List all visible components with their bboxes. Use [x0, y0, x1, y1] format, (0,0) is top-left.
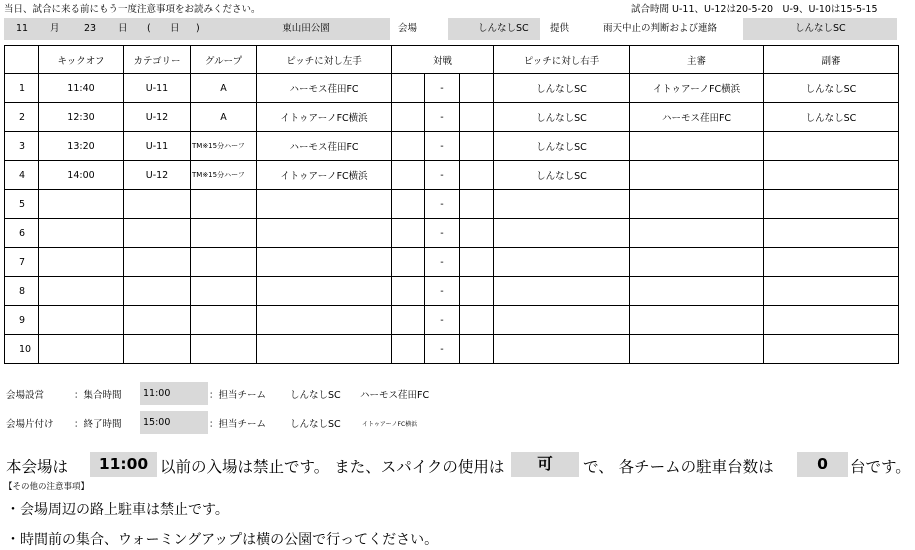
match-dash: - [425, 306, 460, 335]
day-value: 23 [84, 23, 97, 34]
right-score-cell [460, 335, 494, 364]
right-team-cell [494, 248, 630, 277]
row-number: 7 [5, 248, 39, 277]
right-team-cell: しんなしSC [494, 161, 630, 190]
row-number: 10 [5, 335, 39, 364]
setup-time: 11:00 [140, 382, 208, 405]
top-notice: 当日、試合に来る前にもう一度注意事項をお読みください。 [4, 4, 261, 15]
left-team-cell [257, 219, 392, 248]
left-team-cell [257, 306, 392, 335]
right-team-cell: しんなしSC [494, 74, 630, 103]
entry-time-box: 11:00 [90, 452, 157, 477]
left-score-cell [392, 74, 425, 103]
month-value: 11 [16, 23, 29, 34]
match-dash: - [425, 190, 460, 219]
kickoff-cell [39, 277, 124, 306]
right-score-cell [460, 248, 494, 277]
referee-cell [630, 190, 764, 219]
paren-close: ) [196, 23, 200, 34]
category-cell [124, 190, 191, 219]
right-score-cell [460, 132, 494, 161]
left-score-cell [392, 190, 425, 219]
date-row-bg [4, 18, 897, 40]
kickoff-cell: 11:40 [39, 74, 124, 103]
table-row [5, 335, 899, 364]
cleanup-time-label: ：終了時間 [74, 419, 122, 430]
assistant-cell: しんなしSC [764, 74, 899, 103]
spike-allowed-box: 可 [511, 452, 579, 477]
weekday-value: 日 [170, 23, 180, 34]
cleanup-time: 15:00 [140, 411, 208, 434]
left-team-cell [257, 190, 392, 219]
referee-cell [630, 248, 764, 277]
kickoff-cell [39, 306, 124, 335]
left-score-cell [392, 219, 425, 248]
table-row [5, 248, 899, 277]
venue-name: 東山田公園 [282, 23, 330, 34]
header-right-team: ピッチに対し右手 [494, 46, 630, 74]
left-score-cell [392, 103, 425, 132]
provider-name: しんなしSC [478, 23, 529, 34]
right-score-cell [460, 74, 494, 103]
right-team-cell: しんなしSC [494, 132, 630, 161]
left-team-cell: ハーモス荏田FC [257, 74, 392, 103]
cleanup-label: 会場片付け [6, 419, 54, 430]
right-team-cell [494, 335, 630, 364]
group-cell [191, 335, 257, 364]
kickoff-cell [39, 335, 124, 364]
group-cell [191, 277, 257, 306]
header-no-cell [5, 46, 39, 74]
referee-cell [630, 161, 764, 190]
row-number: 5 [5, 190, 39, 219]
assistant-cell [764, 219, 899, 248]
left-score-cell [392, 161, 425, 190]
left-score-cell [392, 132, 425, 161]
table-row [5, 277, 899, 306]
paren-open: ( [147, 23, 151, 34]
match-dash: - [425, 161, 460, 190]
right-team-cell [494, 277, 630, 306]
group-cell: A [191, 74, 257, 103]
row-number: 9 [5, 306, 39, 335]
row-number: 8 [5, 277, 39, 306]
referee-cell [630, 277, 764, 306]
category-cell: U-12 [124, 161, 191, 190]
schedule-table [4, 45, 899, 364]
month-label: 月 [50, 23, 60, 34]
match-dash: - [425, 277, 460, 306]
header-match: 対戦 [392, 46, 494, 74]
day-label: 日 [118, 23, 128, 34]
left-team-cell [257, 277, 392, 306]
rule-text-4: 台です。 [850, 458, 911, 476]
group-cell: A [191, 103, 257, 132]
kickoff-cell: 13:20 [39, 132, 124, 161]
assistant-cell [764, 132, 899, 161]
right-score-cell [460, 219, 494, 248]
table-row [5, 190, 899, 219]
match-dash: - [425, 335, 460, 364]
right-team-cell: しんなしSC [494, 103, 630, 132]
right-team-cell [494, 306, 630, 335]
table-row [5, 161, 899, 190]
category-cell: U-12 [124, 103, 191, 132]
assistant-cell [764, 306, 899, 335]
category-cell: U-11 [124, 74, 191, 103]
table-row [5, 74, 899, 103]
right-score-cell [460, 306, 494, 335]
match-dash: - [425, 248, 460, 277]
row-number: 1 [5, 74, 39, 103]
cleanup-team2: イトゥアーノFC横浜 [362, 421, 418, 428]
left-score-cell [392, 277, 425, 306]
kickoff-cell [39, 219, 124, 248]
provider-label: 提供 [550, 23, 570, 34]
assistant-cell [764, 190, 899, 219]
rain-label: 雨天中止の判断および連絡 [603, 23, 718, 34]
left-score-cell [392, 335, 425, 364]
row-number: 2 [5, 103, 39, 132]
kickoff-cell [39, 248, 124, 277]
setup-time-label: ：集合時間 [74, 390, 122, 401]
note-warmup: ・時間前の集合、ウォーミングアップは横の公園で行ってください。 [6, 532, 439, 548]
match-dash: - [425, 219, 460, 248]
table-row [5, 306, 899, 335]
referee-cell [630, 335, 764, 364]
header-kickoff: キックオフ [39, 46, 124, 74]
header-referee: 主審 [630, 46, 764, 74]
assistant-cell [764, 161, 899, 190]
left-team-cell: ハーモス荏田FC [257, 132, 392, 161]
match-dash: - [425, 132, 460, 161]
parking-count-box: 0 [797, 452, 848, 477]
match-dash: - [425, 74, 460, 103]
note-parking: ・会場周辺の路上駐車は禁止です。 [6, 502, 229, 518]
setup-team1: しんなしSC [290, 390, 341, 401]
group-cell: TM※15分ハーフ [191, 132, 257, 161]
header-category: カテゴリー [124, 46, 191, 74]
left-team-cell [257, 248, 392, 277]
group-cell [191, 248, 257, 277]
rule-text-2: 以前の入場は禁止です。 また、スパイクの使用は [160, 458, 505, 476]
group-cell [191, 190, 257, 219]
rule-text-1: 本会場は [6, 458, 69, 476]
row-number: 4 [5, 161, 39, 190]
assistant-cell [764, 335, 899, 364]
right-score-cell [460, 190, 494, 219]
setup-team2: ハーモス荏田FC [360, 390, 430, 401]
kickoff-cell: 12:30 [39, 103, 124, 132]
category-cell [124, 335, 191, 364]
table-row [5, 103, 899, 132]
table-row [5, 219, 899, 248]
match-dash: - [425, 103, 460, 132]
cleanup-team-label: ：担当チーム [209, 419, 267, 430]
setup-team-label: ：担当チーム [209, 390, 267, 401]
category-cell [124, 248, 191, 277]
right-score-cell [460, 277, 494, 306]
category-cell [124, 219, 191, 248]
referee-cell [630, 306, 764, 335]
other-notes-title: 【その他の注意事項】 [4, 482, 90, 492]
setup-label: 会場設営 [6, 390, 45, 401]
table-header-row [5, 46, 899, 74]
table-row [5, 132, 899, 161]
category-cell: U-11 [124, 132, 191, 161]
left-score-cell [392, 248, 425, 277]
group-cell [191, 306, 257, 335]
right-score-cell [460, 161, 494, 190]
row-number: 3 [5, 132, 39, 161]
kickoff-cell [39, 190, 124, 219]
kickoff-cell: 14:00 [39, 161, 124, 190]
assistant-cell: しんなしSC [764, 103, 899, 132]
right-team-cell [494, 190, 630, 219]
left-team-cell [257, 335, 392, 364]
rule-text-3: で、 各チームの駐車台数は [583, 458, 774, 476]
match-time-note: 試合時間 U-11、U-12は20-5-20 U-9、U-10は15-5-15 [631, 4, 878, 15]
header-assistant: 副審 [764, 46, 899, 74]
referee-cell [630, 219, 764, 248]
venue-label: 会場 [398, 23, 418, 34]
group-cell [191, 219, 257, 248]
group-cell: TM※15分ハーフ [191, 161, 257, 190]
left-score-cell [392, 306, 425, 335]
assistant-cell [764, 248, 899, 277]
left-team-cell: イトゥアーノFC横浜 [257, 161, 392, 190]
cleanup-team1: しんなしSC [290, 419, 341, 430]
left-team-cell: イトゥアーノFC横浜 [257, 103, 392, 132]
right-score-cell [460, 103, 494, 132]
referee-cell: ハーモス荏田FC [630, 103, 764, 132]
referee-cell [630, 132, 764, 161]
assistant-cell [764, 277, 899, 306]
header-left-team: ピッチに対し左手 [257, 46, 392, 74]
row-number: 6 [5, 219, 39, 248]
header-group: グループ [191, 46, 257, 74]
rain-contact: しんなしSC [795, 23, 846, 34]
right-team-cell [494, 219, 630, 248]
category-cell [124, 306, 191, 335]
referee-cell: イトゥアーノFC横浜 [630, 74, 764, 103]
category-cell [124, 277, 191, 306]
